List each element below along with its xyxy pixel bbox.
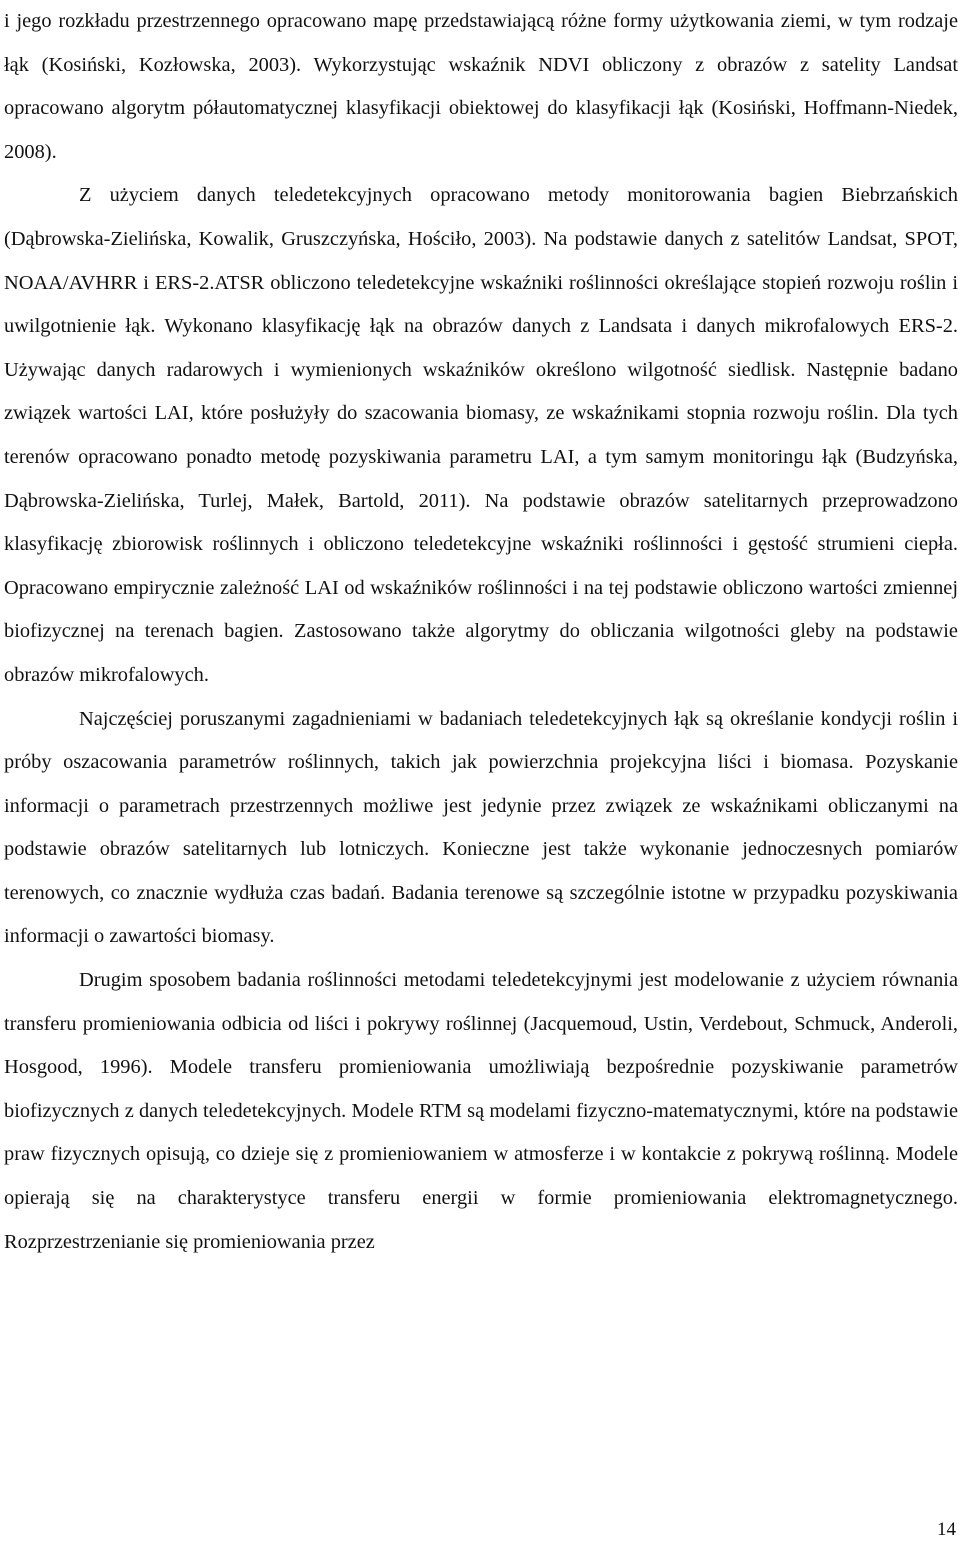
paragraph-biebrza-monitoring: Z użyciem danych teledetekcyjnych opracowano metody monitorowania bagien Biebrzańskich (Dąbrowska-Zielińska, Kowalik, Gruszczyńska, Hościło, 2003). Na podstawie danych z satelitów Landsat, SPOT, NOAA/AVHRR i ERS-2.ATSR obliczono teledetekcyjne wskaźniki roślinności określające stopień rozwoju roślin i uwilgotnienie łąk. Wykonano klasyfikację łąk na obrazów danych z Landsata i danych mikrofalowych ERS-2. Używając danych radarowych i wymienionych wskaźników określono wilgotność siedlisk. Następnie badano związek wartości LAI, które posłużyły do szacowania biomasy, ze wskaźnikami stopnia rozwoju roślin. Dla tych terenów opracowano ponadto metodę pozyskiwania parametru LAI, a tym samym monitoringu łąk (Budzyńska, Dąbrowska-Zielińska, Turlej, Małek, Bartold, 2011). Na podstawie obrazów satelitarnych przeprowadzono klasyfikację zbiorowisk roślinnych i obliczono teledetekcyjne wskaźniki roślinności i gęstość strumieni ciepła. Opracowano empirycznie zależność LAI od wskaźników roślinności i na tej podstawie obliczono wartości zmiennej biofizycznej na terenach bagien. Zastosowano także algorytmy do obliczania wilgotności gleby na podstawie obrazów mikrofalowych.	[4, 184, 958, 686]
paragraph-research-topics: Najczęściej poruszanymi zagadnieniami w badaniach teledetekcyjnych łąk są określanie kondycji roślin i próby oszacowania parametrów roślinnych, takich jak powierzchnia projekcyjna liści i biomasa. Pozyskanie informacji o parametrach przestrzennych możliwe jest jedynie przez związek ze wskaźnikami obliczanymi na podstawie obrazów satelitarnych lub lotniczych. Konieczne jest także wykonanie jednoczesnych pomiarów terenowych, co znacznie wydłuża czas badań. Badania terenowe są szczególnie istotne w przypadku pozyskiwania informacji o zawartości biomasy.	[4, 707, 958, 948]
page-number: 14	[937, 1519, 956, 1540]
document-page	[4, 0, 958, 1264]
paragraph-continuation: i jego rozkładu przestrzennego opracowano mapę przedstawiającą różne formy użytkowania ziemi, w tym rodzaje łąk (Kosiński, Kozłowska, 2003). Wykorzystując wskaźnik NDVI obliczony z obrazów z satelity Landsat opracowano algorytm półautomatycznej klasyfikacji obiektowej do klasyfikacji łąk (Kosiński, Hoffmann-Niedek, 2008).	[4, 10, 958, 163]
paragraph-rtm-modeling: Drugim sposobem badania roślinności metodami teledetekcyjnymi jest modelowanie z użyciem równania transferu promieniowania odbicia od liści i pokrywy roślinnej (Jacquemoud, Ustin, Verdebout, Schmuck, Anderoli, Hosgood, 1996). Modele transferu promieniowania umożliwiają bezpośrednie pozyskiwanie parametrów biofizycznych z danych teledetekcyjnych. Modele RTM są modelami fizyczno-matematycznymi, które na podstawie praw fizycznych opisują, co dzieje się z promieniowaniem w atmosferze i w kontakcie z pokrywą roślinną. Modele opierają się na charakterystyce transferu energii w formie promieniowania elektromagnetycznego. Rozprzestrzenianie się promieniowania przez	[4, 969, 958, 1253]
